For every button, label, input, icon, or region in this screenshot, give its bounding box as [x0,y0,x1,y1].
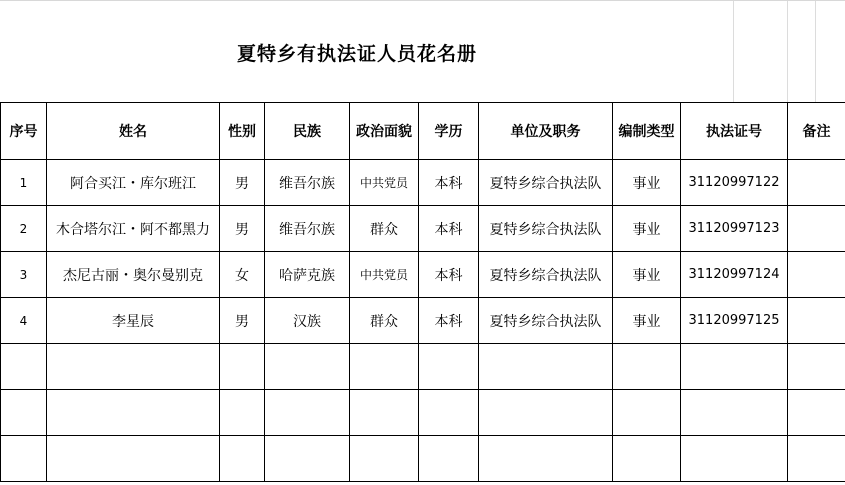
cell-political[interactable]: 中共党员 [350,252,419,298]
cell-unit[interactable]: 夏特乡综合执法队 [479,298,613,344]
header-ethnicity[interactable]: 民族 [265,103,350,160]
cell-name[interactable]: 阿合买江・库尔班江 [47,160,220,206]
header-row [1,103,845,160]
cell-ethnicity[interactable]: 维吾尔族 [265,206,350,252]
cell-political[interactable]: 群众 [350,206,419,252]
cell-no[interactable]: 2 [1,206,47,252]
empty-cell[interactable] [220,390,265,436]
cell-staffing[interactable]: 事业 [613,160,681,206]
empty-cell[interactable] [220,436,265,482]
header-staffing[interactable]: 编制类型 [613,103,681,160]
cell-cert[interactable]: 31120997122 [681,160,788,206]
empty-cell[interactable] [47,390,220,436]
table-row [1,160,845,206]
empty-cell[interactable] [220,344,265,390]
empty-cell[interactable] [419,344,479,390]
roster-table [0,102,845,482]
empty-cell[interactable] [419,436,479,482]
cell-unit[interactable]: 夏特乡综合执法队 [479,160,613,206]
cell-gender[interactable]: 男 [220,160,265,206]
header-cert[interactable]: 执法证号 [681,103,788,160]
cell-education[interactable]: 本科 [419,298,479,344]
cell-remark[interactable] [788,160,845,206]
empty-cell[interactable] [1,390,47,436]
empty-cell[interactable] [350,436,419,482]
title-row [0,0,845,102]
grid-line [815,1,816,103]
cell-ethnicity[interactable]: 汉族 [265,298,350,344]
cell-education[interactable]: 本科 [419,252,479,298]
cell-no[interactable]: 1 [1,160,47,206]
cell-cert[interactable]: 31120997125 [681,298,788,344]
cell-gender[interactable]: 女 [220,252,265,298]
cell-remark[interactable] [788,206,845,252]
cell-gender[interactable]: 男 [220,298,265,344]
cell-unit[interactable]: 夏特乡综合执法队 [479,206,613,252]
empty-cell[interactable] [350,390,419,436]
header-remark[interactable]: 备注 [788,103,845,160]
grid-line [787,1,788,103]
table-row [1,206,845,252]
empty-cell[interactable] [613,436,681,482]
cell-name[interactable]: 李星辰 [47,298,220,344]
empty-row [1,436,845,482]
empty-cell[interactable] [265,344,350,390]
cell-education[interactable]: 本科 [419,160,479,206]
document-title: 夏特乡有执法证人员花名册 [237,43,478,65]
header-name[interactable]: 姓名 [47,103,220,160]
empty-cell[interactable] [265,436,350,482]
cell-ethnicity[interactable]: 哈萨克族 [265,252,350,298]
header-unit[interactable]: 单位及职务 [479,103,613,160]
empty-cell[interactable] [479,390,613,436]
empty-row [1,344,845,390]
empty-row [1,390,845,436]
cell-political[interactable]: 群众 [350,298,419,344]
empty-cell[interactable] [613,344,681,390]
header-education[interactable]: 学历 [419,103,479,160]
cell-staffing[interactable]: 事业 [613,298,681,344]
empty-cell[interactable] [788,436,845,482]
empty-cell[interactable] [788,344,845,390]
cell-ethnicity[interactable]: 维吾尔族 [265,160,350,206]
empty-cell[interactable] [1,344,47,390]
table-row [1,298,845,344]
cell-staffing[interactable]: 事业 [613,206,681,252]
empty-cell[interactable] [47,436,220,482]
empty-cell[interactable] [479,344,613,390]
empty-cell[interactable] [1,436,47,482]
cell-education[interactable]: 本科 [419,206,479,252]
cell-staffing[interactable]: 事业 [613,252,681,298]
cell-name[interactable]: 木合塔尔江・阿不都黑力 [47,206,220,252]
cell-remark[interactable] [788,252,845,298]
empty-cell[interactable] [265,390,350,436]
grid-line [733,1,734,103]
cell-cert[interactable]: 31120997124 [681,252,788,298]
empty-cell[interactable] [788,390,845,436]
cell-gender[interactable]: 男 [220,206,265,252]
empty-cell[interactable] [47,344,220,390]
empty-cell[interactable] [681,344,788,390]
cell-political[interactable]: 中共党员 [350,160,419,206]
empty-cell[interactable] [681,436,788,482]
cell-name[interactable]: 杰尼古丽・奥尔曼别克 [47,252,220,298]
empty-cell[interactable] [479,436,613,482]
cell-cert[interactable]: 31120997123 [681,206,788,252]
empty-cell[interactable] [419,390,479,436]
header-political[interactable]: 政治面貌 [350,103,419,160]
table-row [1,252,845,298]
cell-unit[interactable]: 夏特乡综合执法队 [479,252,613,298]
cell-no[interactable]: 3 [1,252,47,298]
empty-cell[interactable] [613,390,681,436]
empty-cell[interactable] [681,390,788,436]
header-gender[interactable]: 性别 [220,103,265,160]
cell-no[interactable]: 4 [1,298,47,344]
empty-cell[interactable] [350,344,419,390]
cell-remark[interactable] [788,298,845,344]
header-no[interactable]: 序号 [1,103,47,160]
